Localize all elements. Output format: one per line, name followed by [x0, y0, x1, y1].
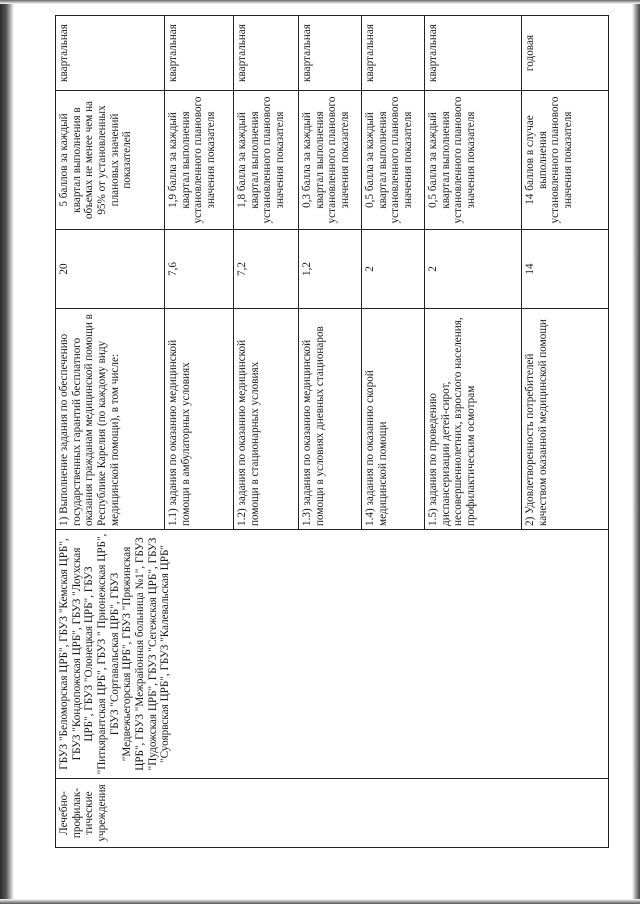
criterion-cell: 1,8 балла за каждый квартал выполнения установленного планового значения показателя: [234, 91, 299, 230]
indicator-cell: 1.4) задания по оказанию скорой медицинской помощи: [362, 309, 425, 530]
value-cell: 2: [362, 230, 425, 309]
institution-list-cell: ГБУЗ "Беломорская ЦРБ", ГБУЗ "Кемская ЦРБ", ГБУЗ "Кондопожская ЦРБ", ГБУЗ "Лоухская ЦРБ", ГБУЗ "Олонецкая ЦРБ", ГБУЗ "Питкярантская ЦРБ", ГБУЗ " Прионежская ЦРБ", ГБУЗ "Сортавальская ЦРБ", ГБУЗ "Медвежьегорская ЦРБ", ГБУЗ "Пряжинская ЦРБ", ГБУЗ "Межрайонная больница №1", ГБУЗ "Пудожская ЦРБ", ГБУЗ "Сегежская ЦРБ", ГБУЗ "Суоярвская ЦРБ", ГБУЗ "Калевальская ЦРБ": [56, 530, 609, 779]
indicator-cell: 1) Выполнение задания по обеспечению государственных гарантий бесплатного оказания гражданам медицинской помощи в Республике Карелия (по каждому виду медицинской помощи), в том числе:: [56, 309, 165, 530]
indicator-cell: 1.3) задания по оказанию медицинской помощи в условиях дневных стационаров: [299, 309, 362, 530]
scan-edge-top: [0, 0, 640, 4]
period-cell: квартальная: [165, 16, 234, 91]
criterion-cell: 0,3 балла за каждый квартал выполнения установленного планового значения показателя: [299, 91, 362, 230]
indicator-cell: 1.1) задания по оказанию медицинской помощи в амбулаторных условиях: [165, 309, 234, 530]
value-cell: 7,6: [165, 230, 234, 309]
criterion-cell: 0,5 балла за каждый квартал выполнения установленного планового значения показателя: [362, 91, 425, 230]
period-cell: квартальная: [234, 16, 299, 91]
indicator-cell: 1.5) задания по проведению диспансеризации детей-сирот, несовершеннолетних, взрослого населения, профилактическим осмотрам: [425, 309, 522, 530]
scan-edge-bottom: [0, 899, 640, 904]
value-cell: 2: [425, 230, 522, 309]
value-cell: 20: [56, 230, 165, 309]
period-cell: квартальная: [299, 16, 362, 91]
period-cell: годовая: [522, 16, 609, 91]
criterion-cell: 1,9 балла за каждый квартал выполнения установленного планового значения показателя: [165, 91, 234, 230]
criterion-cell: 5 баллов за каждый квартал выполнения в объемах не менее чем на 95% от установленных плановых значений показателей: [56, 91, 165, 230]
indicators-table: [55, 15, 609, 848]
scan-edge-left: [0, 0, 14, 904]
table-row: [56, 16, 165, 848]
period-cell: квартальная: [425, 16, 522, 91]
indicator-cell: 1.2) задания по оказанию медицинской помощи в стационарных условиях: [234, 309, 299, 530]
value-cell: 7,2: [234, 230, 299, 309]
period-cell: квартальная: [56, 16, 165, 91]
criterion-cell: 14 баллов в случае выполнения установленного планового значения показателя: [522, 91, 609, 230]
criterion-cell: 0,5 балла за каждый квартал выполнения установленного планового значения показателя: [425, 91, 522, 230]
period-cell: квартальная: [362, 16, 425, 91]
value-cell: 14: [522, 230, 609, 309]
indicator-cell: 2) Удовлетворенность потребителей качеством оказанной медицинской помощи: [522, 309, 609, 530]
rotated-document-page: [55, 24, 602, 848]
value-cell: 1,2: [299, 230, 362, 309]
scan-edge-right: [632, 0, 640, 904]
institution-type-cell: Лечебно- профилак- тические учреждения: [56, 779, 609, 848]
